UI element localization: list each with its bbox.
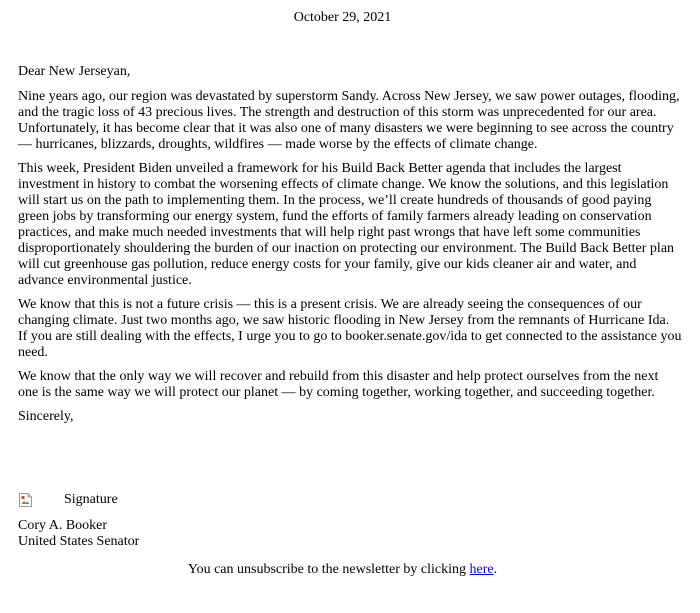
signer-name: Cory A. Booker [18, 518, 108, 533]
signature-image-alt: Signature [64, 492, 118, 507]
paragraph-build-back-better: This week, President Biden unveiled a framework for his Build Back Better agenda that includes the largest investment in history to combat the worsening effects of climate change. We know the solutions, and this legislation will start us on the path to implementing them. In the process, we’ll create hundreds of thousands of good paying green jobs by transforming our energy system, fund the efforts of family farmers already leading on conservation practices, and make much needed investments that will help right past wrongs that have left some communities disproportionately shouldering the burden of our inaction on protecting our environment. The Build Back Better plan will cut greenhouse gas pollution, reduce energy costs for your family, give our kids cleaner air and water, and advance environmental justice. [18, 161, 675, 288]
letter-date: October 29, 2021 [293, 10, 392, 25]
unsubscribe-footer [0, 562, 685, 578]
paragraph-sandy: Nine years ago, our region was devastated by superstorm Sandy. Across New Jersey, we saw power outages, flooding, and the tragic loss of 43 precious lives. The strength and destruction of this storm was unprecedented for our area. Unfortunately, it has become clear that it was also one of many disasters we were beginning to see across the country — hurricanes, blizzards, droughts, wildfires — made worse by the effects of climate change. [18, 89, 680, 152]
paragraph-present-crisis: We know that this is not a future crisis — this is a present crisis. We are already seeing the consequences of our changing climate. Just two months ago, we saw historic flooding in New Jersey from the remnants of Hurricane Ida. If you are still dealing with the effects, I urge you to go to booker.senate.gov/ida to get connected to the assistance you need. [18, 297, 682, 360]
footer-period: . [493, 562, 498, 577]
unsubscribe-link[interactable]: here [469, 562, 494, 577]
greeting: Dear New Jerseyan, [18, 64, 131, 79]
closing: Sincerely, [18, 409, 74, 424]
signer-title: United States Senator [18, 534, 140, 549]
unsubscribe-text: You can unsubscribe to the newsletter by clicking [187, 562, 467, 577]
signature-row [18, 492, 318, 510]
broken-image-icon [19, 493, 32, 507]
signer-block [18, 518, 139, 550]
letter-body [18, 64, 682, 433]
paragraph-recover-rebuild: We know that the only way we will recover and rebuild from this disaster and help protect ourselves from the next one is the same way we will protect our planet — by coming together, working together, and succeeding together. [18, 369, 659, 400]
